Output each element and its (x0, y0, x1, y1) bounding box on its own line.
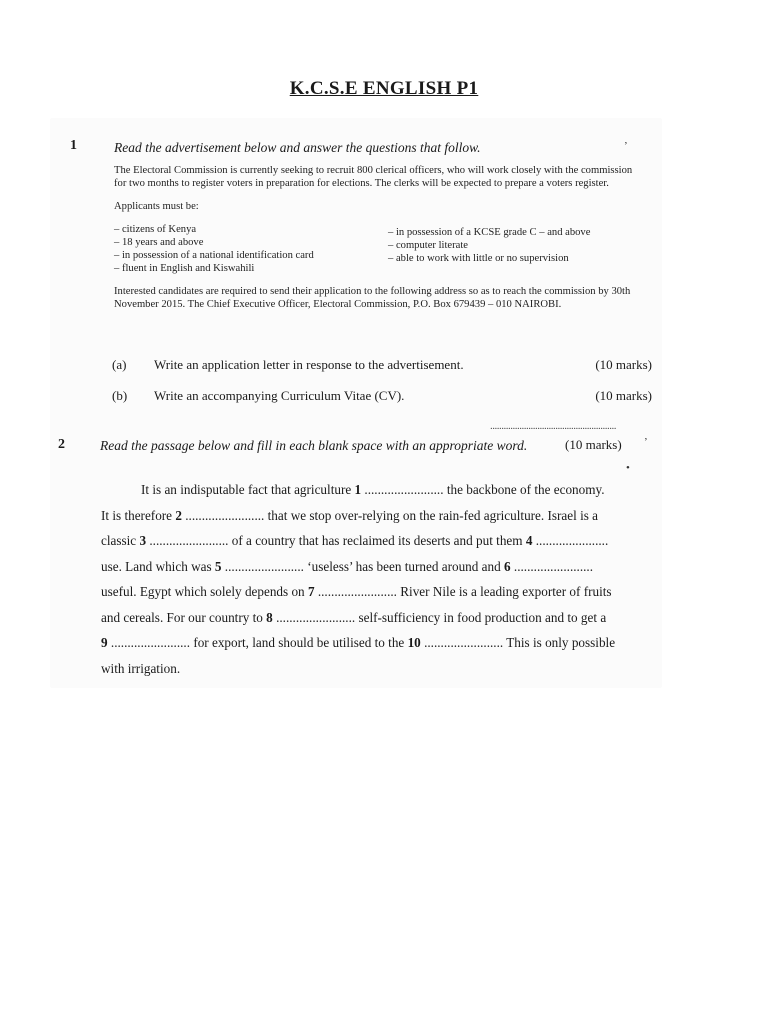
advert-closing: Interested candidates are required to send their application to the following address so as to reach the commission by 30th November 2015. The Chief Executive Officer, Electoral Commission, P.O. Box 679439 – 010 NAIROBI. (114, 286, 631, 310)
dotted-line: ........................................................ (490, 420, 616, 432)
passage-line: use. Land which was 5 ........................ ‘useless’ has been turned around and 6 ........................ (101, 558, 594, 574)
scan-mark: • (626, 462, 630, 474)
scan-mark: ’ (644, 436, 648, 448)
requirements-left (114, 223, 364, 275)
cloze-passage (101, 477, 625, 681)
passage-line: It is an indisputable fact that agriculture 1 ........................ the backbone of the economy. (141, 482, 605, 497)
page-title: K.C.S.E ENGLISH P1 (289, 78, 479, 99)
requirement-item: – in possession of a national identification card (114, 250, 314, 261)
task-marks: (10 marks) (595, 357, 652, 372)
applicants-heading: Applicants must be: (114, 201, 199, 212)
task-text: Write an accompanying Curriculum Vitae (CV). (154, 388, 405, 403)
question-2-marks: (10 marks) (565, 437, 622, 452)
question-2-number: 2 (58, 437, 65, 452)
task-a (112, 357, 652, 373)
passage-line: and cereals. For our country to 8 ........................ self-sufficiency in food production and to get a (101, 609, 607, 625)
question-1-instruction: Read the advertisement below and answer the questions that follow. (114, 140, 481, 155)
requirement-item: – able to work with little or no supervision (388, 253, 569, 264)
passage-line: useful. Egypt which solely depends on 7 ........................ River Nile is a leading exporter of fruits (101, 584, 612, 599)
question-1-number: 1 (70, 138, 77, 153)
advert-intro: The Electoral Commission is currently seeking to recruit 800 clerical officers, who will work closely with the commission for two months to register voters in preparation for elections. The clerks will be expected to prepare a voters register. (114, 165, 633, 189)
passage-line: 9 ........................ for export, land should be utilised to the 10 ........................ This is only possible (101, 635, 616, 650)
advertisement (114, 164, 646, 311)
requirement-item: – citizens of Kenya (114, 224, 197, 235)
task-label: (b) (112, 388, 128, 403)
question-2-instruction: Read the passage below and fill in each blank space with an appropriate word. (100, 438, 528, 453)
passage-line: with irrigation. (101, 660, 181, 676)
requirement-item: – 18 years and above (114, 237, 204, 248)
requirements-right (388, 223, 638, 275)
task-text: Write an application letter in response to the advertisement. (154, 357, 464, 372)
passage-line: classic 3 ........................ of a country that has reclaimed its deserts and put them 4 ...................... (101, 533, 609, 548)
task-b (112, 388, 652, 404)
scan-mark: ’ (624, 140, 628, 152)
task-label: (a) (112, 357, 127, 372)
passage-line: It is therefore 2 ........................ that we stop over-relying on the rain-fed agriculture. Israel is a (101, 507, 599, 523)
requirement-item: – fluent in English and Kiswahili (114, 263, 255, 274)
task-marks: (10 marks) (595, 388, 652, 403)
requirements (114, 223, 646, 275)
requirement-item: – in possession of a KCSE grade C – and above (388, 227, 591, 238)
requirement-item: – computer literate (388, 240, 469, 251)
